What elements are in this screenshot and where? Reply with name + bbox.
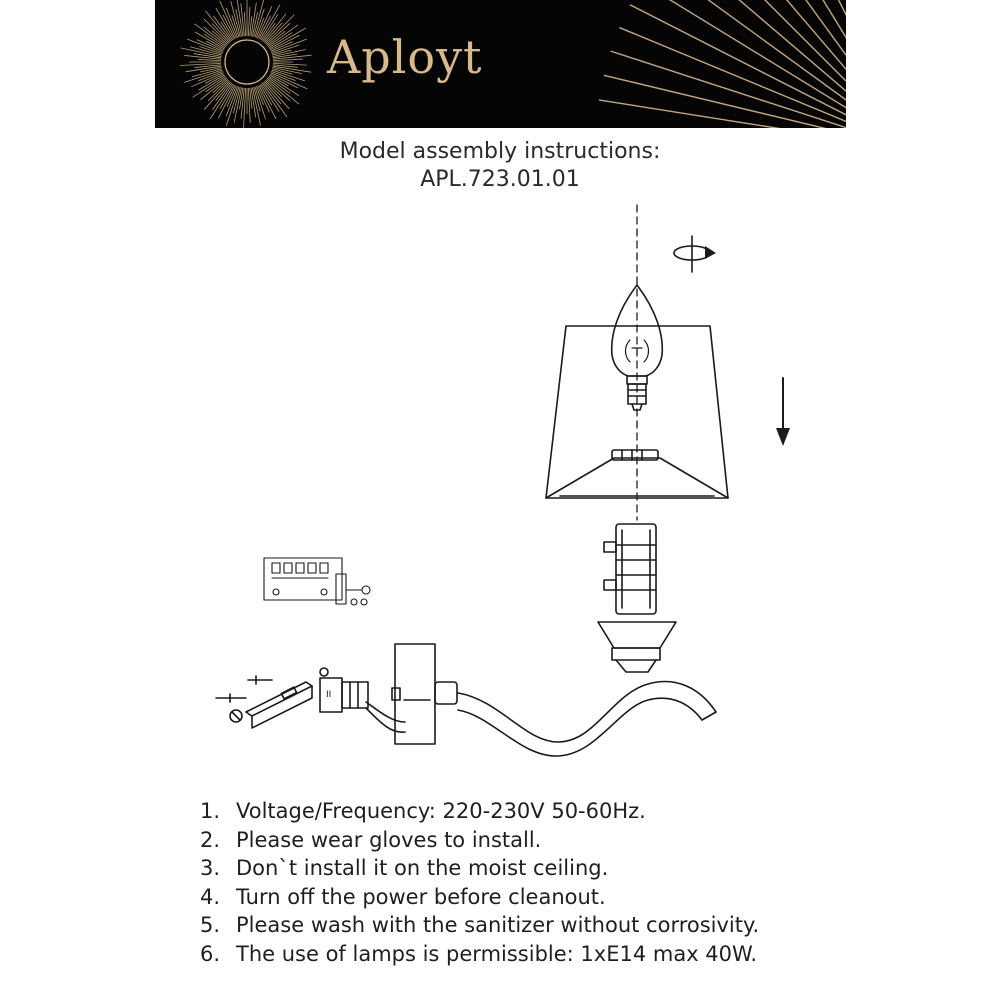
list-item-text: Don`t install it on the moist ceiling.	[236, 856, 609, 881]
list-item	[200, 940, 759, 969]
lamp-socket	[598, 524, 676, 672]
list-item-text: Voltage/Frequency: 220-230V 50-60Hz.	[236, 799, 646, 823]
document-title: Model assembly instructions:	[339, 139, 661, 164]
instructions-list	[200, 797, 759, 969]
lamp-arm	[458, 682, 716, 756]
list-item-number: 5.	[200, 913, 221, 938]
list-item-number: 6.	[200, 941, 221, 966]
list-item	[200, 854, 759, 883]
list-item	[200, 797, 759, 826]
assembly-diagram	[0, 195, 1000, 795]
list-item-number: 4.	[200, 884, 221, 909]
down-arrow-icon	[776, 378, 790, 446]
list-item-text: Please wear gloves to install.	[236, 827, 542, 852]
list-item	[200, 911, 759, 940]
list-item	[200, 883, 759, 912]
sun-logo-core	[225, 40, 269, 84]
list-item-number: 1.	[200, 799, 221, 823]
list-item-text: Turn off the power before cleanout.	[236, 884, 606, 909]
svg-text:II: II	[326, 690, 332, 700]
list-item-text: Please wash with the sanitizer without corrosivity.	[236, 913, 760, 938]
terminal-block	[320, 678, 368, 712]
rotate-icon	[674, 236, 716, 272]
list-item-number: 3.	[200, 856, 221, 881]
list-item	[200, 826, 759, 855]
mounting-bracket	[216, 668, 328, 728]
list-item-number: 2.	[200, 827, 221, 852]
corner-rays-decoration	[599, 0, 846, 128]
banner-rays	[155, 0, 846, 128]
brand-name: Aployt	[327, 30, 483, 84]
list-item-text: The use of lamps is permissible: 1xE14 max 40W.	[236, 941, 758, 966]
brand-banner	[155, 0, 846, 128]
wiring-diagram	[264, 558, 370, 605]
wall-mount	[366, 644, 457, 744]
model-number: APL.723.01.01	[420, 167, 580, 192]
